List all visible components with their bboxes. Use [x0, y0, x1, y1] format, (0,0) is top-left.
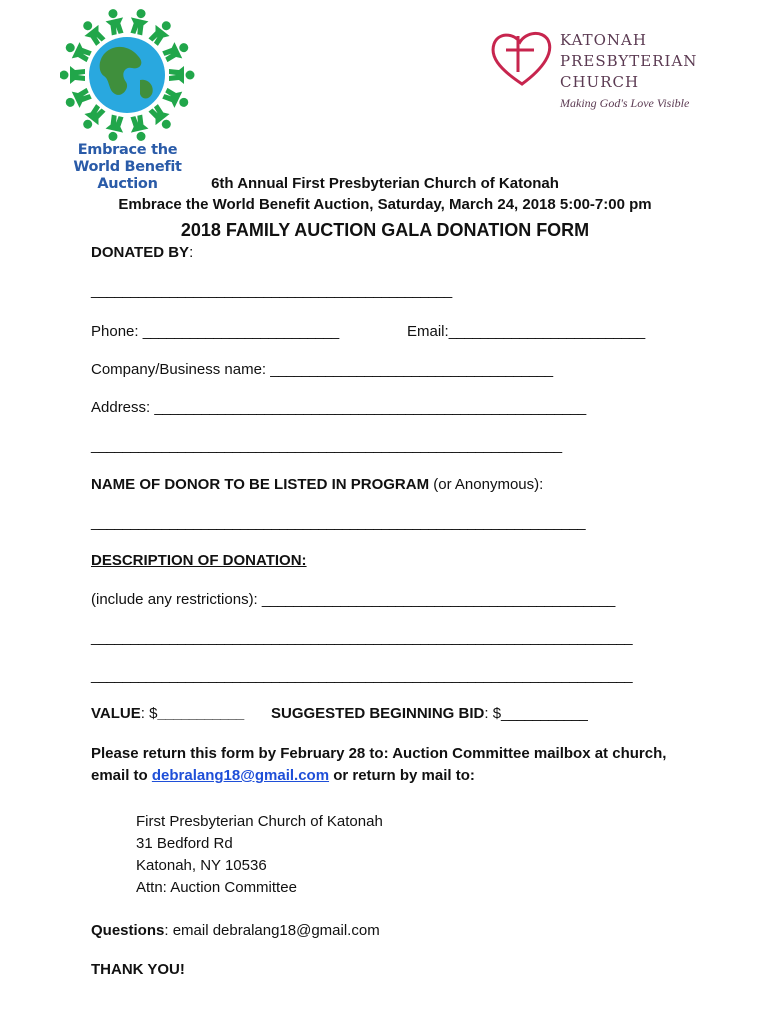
embrace-the-world-logo [60, 8, 195, 192]
restrictions-row [91, 591, 615, 608]
globe-people-icon [60, 8, 195, 143]
return-email-prefix: email to [91, 767, 152, 784]
value-field[interactable]: ___________ [157, 705, 244, 722]
header-line-2: Embrace the World Benefit Auction, Saturday, March 24, 2018 5:00-7:00 pm [118, 196, 652, 213]
email-row [407, 323, 645, 340]
phone-label: Phone: [91, 323, 143, 340]
person-figure [60, 66, 85, 84]
auction-logo-caption: Embrace the World Benefit Auction [73, 142, 182, 192]
address-line: Attn: Auction Committee [136, 879, 297, 896]
person-figure [62, 85, 93, 112]
church-tagline: Making God's Love Visible [560, 96, 690, 110]
questions-text: : email debralang18@gmail.com [164, 922, 380, 939]
church-name [560, 30, 697, 93]
company-row [91, 361, 553, 378]
email-label: Email: [407, 323, 449, 340]
value-row [91, 705, 244, 722]
description-field-2[interactable]: _____________________________________________________________________ [91, 667, 633, 684]
person-figure [78, 17, 108, 48]
header-line-1: 6th Annual First Presbyterian Church of Katonah [211, 175, 559, 192]
donor-name-note: (or Anonymous): [429, 476, 544, 493]
mailing-address [136, 811, 383, 899]
heart-cross-icon [488, 28, 556, 90]
email-field[interactable]: _________________________ [448, 323, 645, 340]
donated-by-colon: : [189, 244, 194, 261]
person-figure [103, 8, 126, 36]
return-email-suffix: or return by mail to: [329, 767, 475, 784]
person-figure [161, 38, 192, 65]
person-figure [128, 8, 151, 36]
form-title: 2018 FAMILY AUCTION GALA DONATION FORM [180, 220, 590, 240]
description-label: DESCRIPTION OF DONATION: [91, 552, 307, 569]
person-figure [146, 102, 176, 133]
donor-name-field[interactable]: _______________________________________________________________ [91, 514, 586, 531]
address-line: Katonah, NY 10536 [136, 857, 267, 874]
restrictions-label: (include any restrictions): [91, 591, 262, 608]
bid-field[interactable]: ___________ [501, 705, 588, 722]
return-email-link[interactable]: debralang18@gmail.com [151, 767, 330, 784]
person-figure [78, 102, 108, 133]
person-figure [128, 114, 151, 143]
donor-name-label: NAME OF DONOR TO BE LISTED IN PROGRAM [91, 476, 430, 493]
person-figure [103, 114, 126, 143]
return-instructions-line-2 [91, 767, 475, 784]
address-row [91, 399, 586, 416]
person-figure [169, 66, 195, 84]
company-field[interactable]: ____________________________________ [270, 361, 553, 378]
questions-row [91, 922, 380, 939]
thank-you: THANK YOU! [91, 961, 185, 978]
person-figure [62, 38, 93, 65]
address-line: 31 Bedford Rd [136, 835, 233, 852]
phone-field[interactable]: _________________________ [142, 323, 339, 340]
restrictions-field[interactable]: _____________________________________________ [261, 591, 615, 608]
katonah-church-logo [488, 28, 718, 118]
donated-by-label: DONATED BY [91, 244, 190, 261]
value-prefix: : $ [140, 705, 158, 722]
address-field[interactable]: _______________________________________________________ [154, 399, 586, 416]
return-instructions-line-1: Please return this form by February 28 to: Auction Committee mailbox at church, [91, 745, 667, 762]
bid-prefix: : $ [484, 705, 502, 722]
company-label: Company/Business name: [91, 361, 271, 378]
church-name-line: CHURCH [560, 73, 640, 91]
description-field-1[interactable]: _____________________________________________________________________ [91, 629, 633, 646]
donated-by-field[interactable]: ______________________________________________ [91, 282, 452, 299]
bid-row [271, 705, 587, 722]
church-name-line: PRESBYTERIAN [560, 52, 698, 70]
bid-label: SUGGESTED BEGINNING BID [271, 705, 485, 722]
church-name-line: KATONAH [560, 31, 647, 49]
address-field-2[interactable]: ____________________________________________________________ [91, 437, 562, 454]
person-figure [146, 17, 176, 48]
address-label: Address: [91, 399, 155, 416]
person-figure [161, 85, 192, 112]
donated-by-row [91, 244, 193, 261]
address-line: First Presbyterian Church of Katonah [136, 813, 383, 830]
questions-label: Questions [91, 922, 165, 939]
value-label: VALUE [91, 705, 141, 722]
donor-name-row [91, 476, 543, 493]
phone-row [91, 323, 339, 340]
